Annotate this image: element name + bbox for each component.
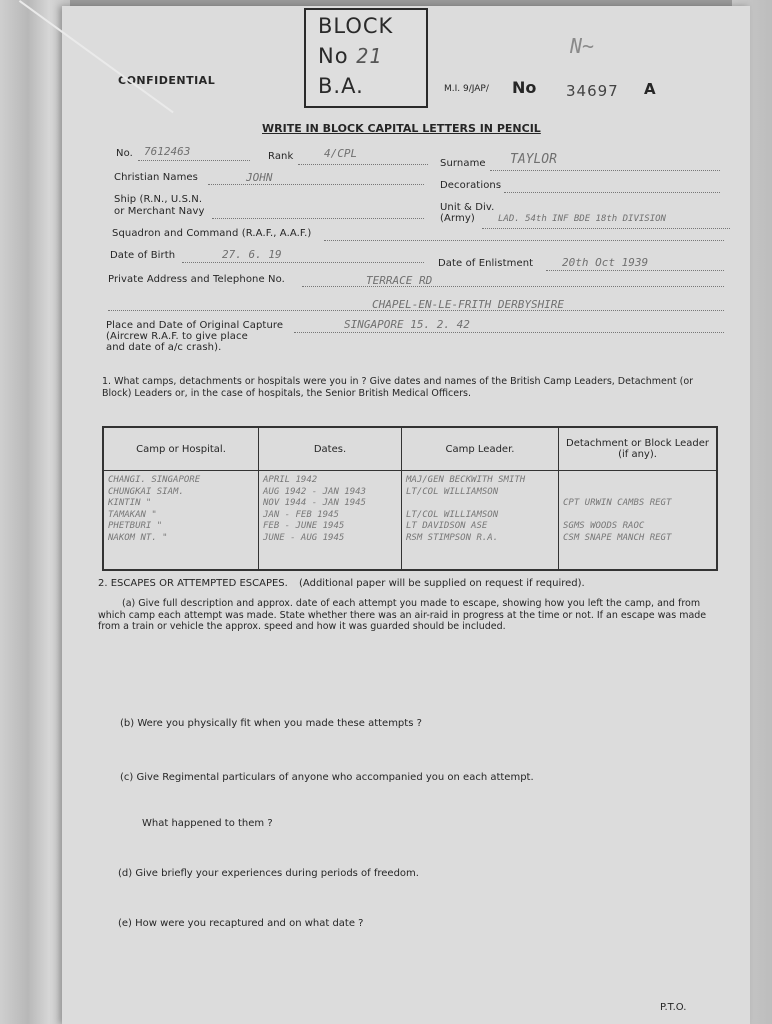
question-2e-text: (e) How were you recaptured and on what date ? — [118, 918, 364, 929]
camp-entry: KINTIN " — [108, 498, 152, 508]
date-of-birth-value: 27. 6. 19 — [222, 248, 282, 261]
no-label: No. — [116, 148, 133, 159]
detachment-entry: SGMS WOODS RAOC — [563, 521, 645, 531]
surname-value: TAYLOR — [510, 152, 557, 167]
unit-value: LAD. 54th INF BDE 18th DIVISION — [498, 214, 666, 224]
block-number: 21 — [356, 44, 383, 68]
capture-label-3: and date of a/c crash). — [106, 342, 222, 353]
leader-column — [402, 471, 559, 571]
reference-prefix: M.I. 9/JAP/ — [444, 84, 489, 94]
decorations-line — [504, 192, 720, 193]
dates-entry: NOV 1944 - JAN 1945 — [263, 498, 366, 508]
address-label: Private Address and Telephone No. — [108, 274, 285, 285]
date-of-birth-line — [182, 262, 424, 263]
address-value-1: TERRACE RD — [366, 274, 433, 287]
ship-label-2: or Merchant Navy — [114, 206, 205, 217]
block-stamp-box — [304, 8, 428, 108]
surname-label: Surname — [440, 158, 486, 169]
surname-line — [490, 170, 720, 171]
detachment-column — [559, 471, 718, 571]
no-line — [138, 160, 250, 161]
dates-entry: FEB - JUNE 1945 — [263, 521, 345, 531]
leader-entry: LT/COL WILLIAMSON — [406, 509, 499, 520]
leader-entry — [406, 498, 554, 510]
detachment-entry: CPT URWIN CAMBS REGT — [563, 498, 672, 508]
reference-number: 34697 — [566, 82, 619, 100]
camp-table — [102, 426, 718, 571]
underlying-sheets-left — [0, 0, 70, 1024]
question-2c-followup: What happened to them ? — [142, 818, 273, 829]
camp-table-header-camp: Camp or Hospital. — [103, 427, 259, 471]
question-2b-text: (b) Were you physically fit when you made these attempts ? — [120, 718, 422, 729]
ship-line — [212, 218, 424, 219]
detachment-entry: CSM SNAPE MANCH REGT — [563, 532, 672, 543]
unit-line — [482, 228, 730, 229]
camp-entry: PHETBURI " — [108, 521, 163, 531]
question-2a-text: (a) Give full description and approx. date of each attempt you made to escape, showing how you left the camp, and from which camp each attempt was made. State whether there was an air-raid in progress at the time or not. If an escape was made from a train or vehicle the approx. speed and how it was guarded should be included. — [98, 598, 707, 632]
unit-label-1: Unit & Div. — [440, 202, 495, 213]
question-2c-text: (c) Give Regimental particulars of anyone who accompanied you on each attempt. — [120, 772, 534, 783]
confidential-label: CONFIDENTIAL — [118, 74, 216, 87]
block-line-2: No 21 — [318, 44, 383, 68]
dates-entry: JUNE - AUG 1945 — [263, 532, 345, 543]
leader-entry: LT DAVIDSON ASE — [406, 521, 488, 531]
question-2-note: (Additional paper will be supplied on request if required). — [299, 578, 585, 589]
camp-entry: CHUNGKAI SIAM. — [108, 486, 184, 497]
leader-entry: MAJ/GEN BECKWITH SMITH — [406, 475, 526, 485]
date-of-birth-label: Date of Birth — [110, 250, 176, 261]
pencil-instruction: WRITE IN BLOCK CAPITAL LETTERS IN PENCIL — [262, 122, 541, 135]
camp-table-header-dates: Dates. — [259, 427, 402, 471]
rank-label: Rank — [268, 151, 294, 162]
camp-table-header-leader: Camp Leader. — [402, 427, 559, 471]
capture-label-2: (Aircrew R.A.F. to give place — [106, 331, 248, 342]
rank-value: 4/CPL — [324, 147, 358, 160]
date-of-enlistment-value: 20th Oct 1939 — [562, 256, 649, 269]
unit-label-2: (Army) — [440, 213, 475, 224]
capture-line — [294, 332, 724, 333]
corner-handwritten-note: N~ — [570, 34, 595, 58]
leader-entry: RSM STIMPSON R.A. — [406, 532, 499, 543]
reference-suffix: A — [644, 80, 656, 98]
ship-label-1: Ship (R.N., U.S.N. — [114, 194, 203, 205]
question-1-text: 1. What camps, detachments or hospitals were you in ? Give dates and names of the British Camp Leaders, Detachment (or Block) Leaders or, in the case of hospitals, the Senior British Medical Officers. — [102, 376, 694, 399]
capture-label-1: Place and Date of Original Capture — [106, 320, 284, 331]
question-2-heading: 2. ESCAPES OR ATTEMPTED ESCAPES. (Additional paper will be supplied on request if required). — [98, 578, 585, 589]
camp-entry: NAKOM NT. " — [108, 532, 168, 543]
dates-entry: AUG 1942 - JAN 1943 — [263, 486, 366, 497]
rank-line — [298, 164, 428, 165]
leader-entry: LT/COL WILLIAMSON — [406, 486, 499, 497]
pto-label: P.T.O. — [660, 1002, 687, 1013]
christian-names-line — [208, 184, 424, 185]
squadron-label: Squadron and Command (R.A.F., A.A.F.) — [112, 228, 312, 239]
decorations-label: Decorations — [440, 180, 502, 191]
detachment-entry — [563, 487, 712, 499]
form-page — [62, 6, 750, 1024]
camp-entry: TAMAKAN " — [108, 509, 157, 520]
detachment-entry — [563, 510, 712, 522]
dates-entry: JAN - FEB 1945 — [263, 509, 339, 520]
camp-entry: CHANGI. SINGAPORE — [108, 475, 201, 485]
dates-column — [259, 471, 402, 571]
detachment-entry — [563, 475, 712, 487]
camp-table-header-detachment: Detachment or Block Leader (if any). — [559, 427, 718, 471]
block-line-1: BLOCK — [318, 14, 394, 38]
reference-no-label: No — [512, 78, 537, 97]
christian-names-value: JOHN — [246, 171, 273, 184]
table-row — [103, 471, 717, 571]
no-value: 7612463 — [144, 145, 191, 158]
question-2d-text: (d) Give briefly your experiences during periods of freedom. — [118, 868, 419, 879]
date-of-enlistment-label: Date of Enlistment — [438, 258, 534, 269]
squadron-line — [324, 240, 724, 241]
address-value-2: CHAPEL-EN-LE-FRITH DERBYSHIRE — [372, 298, 565, 311]
date-of-enlistment-line — [546, 270, 724, 271]
dates-entry: APRIL 1942 — [263, 475, 318, 485]
capture-value: SINGAPORE 15. 2. 42 — [344, 318, 470, 331]
christian-names-label: Christian Names — [114, 172, 198, 183]
block-line-3: B.A. — [318, 74, 364, 98]
camp-column — [103, 471, 259, 571]
